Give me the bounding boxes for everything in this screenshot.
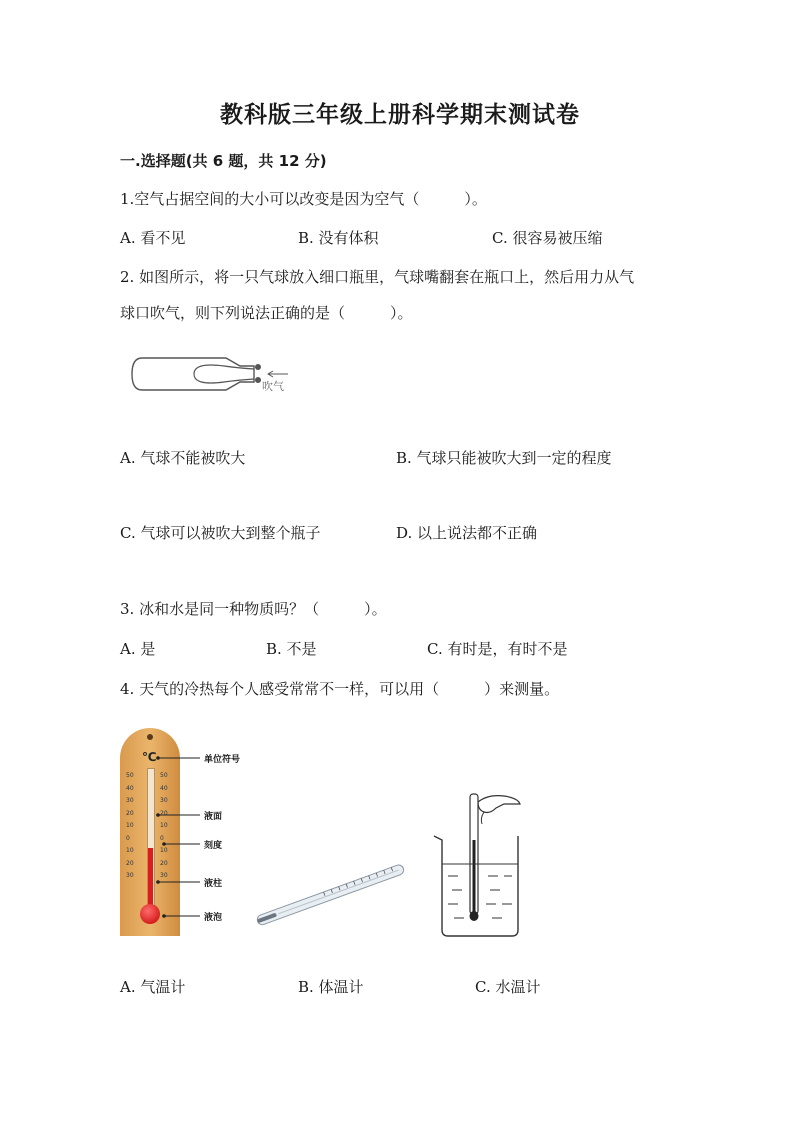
blow-label: 吹气 bbox=[262, 380, 284, 393]
q2-option-b[interactable]: B. 气球只能被吹大到一定的程度 bbox=[396, 449, 612, 467]
water-thermometer-figure bbox=[430, 790, 530, 940]
q4-option-a[interactable]: A. 气温计 bbox=[120, 978, 186, 996]
label-bulb: 液泡 bbox=[204, 913, 223, 923]
q2-option-d[interactable]: D. 以上说法都不正确 bbox=[396, 524, 538, 542]
label-unit-symbol: 单位符号 bbox=[204, 755, 241, 765]
label-leaders bbox=[154, 728, 204, 936]
q3-option-b[interactable]: B. 不是 bbox=[266, 640, 317, 658]
label-liquid-column: 液柱 bbox=[204, 879, 223, 889]
q3-option-c[interactable]: C. 有时是，有时不是 bbox=[427, 640, 568, 658]
body-thermometer-figure bbox=[245, 850, 415, 940]
unit-symbol: ℃ bbox=[142, 750, 157, 764]
scale-right: 50 40 30 20 10 0 10 20 30 bbox=[160, 772, 168, 879]
question-1-text: 1.空气占据空间的大小可以改变是因为空气（ ）。 bbox=[120, 190, 487, 208]
q3-option-a[interactable]: A. 是 bbox=[120, 640, 156, 658]
q4-option-b[interactable]: B. 体温计 bbox=[298, 978, 364, 996]
question-4-text: 4. 天气的冷热每个人感受常常不一样，可以用（ ）来测量。 bbox=[120, 680, 560, 698]
question-3-text: 3. 冰和水是同一种物质吗？（ ）。 bbox=[120, 600, 387, 618]
q2-option-a[interactable]: A. 气球不能被吹大 bbox=[120, 449, 246, 467]
section-heading: 一.选择题(共 6 题，共 12 分) bbox=[120, 152, 327, 170]
q2-option-c[interactable]: C. 气球可以被吹大到整个瓶子 bbox=[120, 524, 321, 542]
bottle-balloon-figure bbox=[128, 350, 298, 400]
scale-left: 50 40 30 20 10 0 10 20 30 bbox=[126, 772, 134, 879]
question-2-text-line-2: 球口吹气，则下列说法正确的是（ ）。 bbox=[120, 304, 413, 322]
q1-option-a[interactable]: A. 看不见 bbox=[120, 229, 186, 247]
q4-option-c[interactable]: C. 水温计 bbox=[475, 978, 541, 996]
label-liquid-surface: 液面 bbox=[204, 812, 223, 822]
bottle-outline bbox=[132, 358, 254, 390]
hang-hole bbox=[147, 734, 153, 740]
page-title: 教科版三年级上册科学期末测试卷 bbox=[220, 102, 580, 128]
question-2-text-line-1: 2. 如图所示，将一只气球放入细口瓶里，气球嘴翻套在瓶口上，然后用力从气 bbox=[120, 268, 635, 286]
q1-option-c[interactable]: C. 很容易被压缩 bbox=[492, 229, 603, 247]
hand-outline bbox=[478, 796, 520, 813]
q1-option-b[interactable]: B. 没有体积 bbox=[298, 229, 379, 247]
balloon-outline bbox=[194, 365, 254, 383]
label-scale: 刻度 bbox=[204, 841, 223, 851]
air-thermometer-figure bbox=[120, 728, 250, 936]
liquid-column bbox=[148, 848, 153, 908]
